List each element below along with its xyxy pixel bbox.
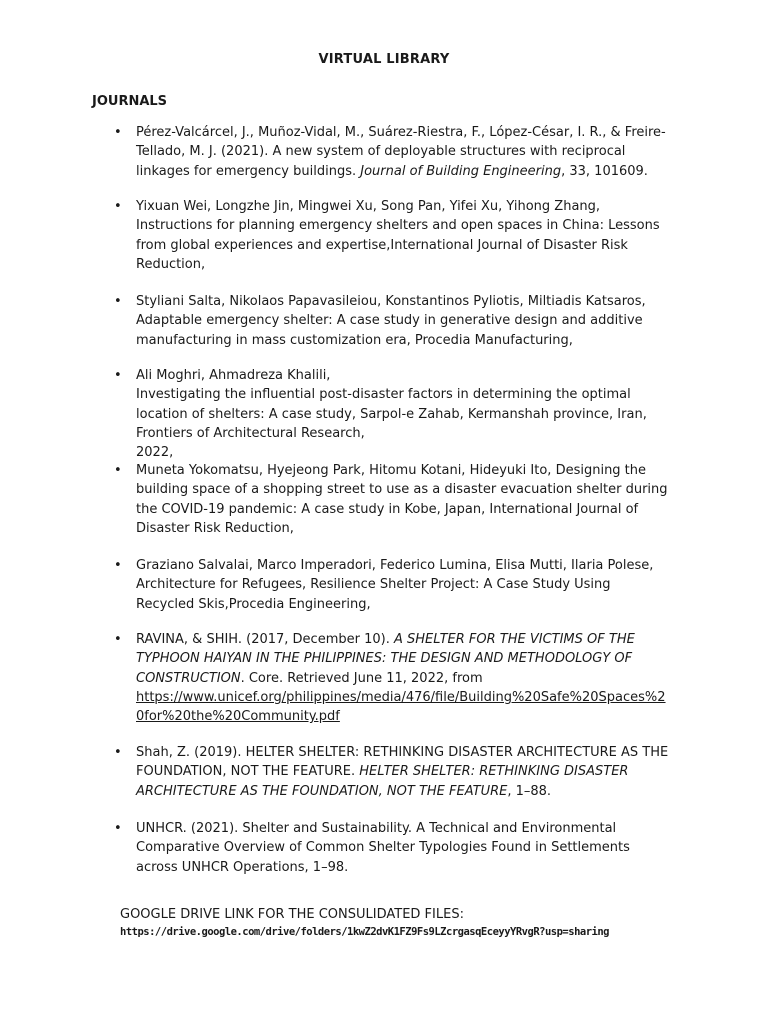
reference-line: Architecture for Refugees, Resilience Shelter Project: A Case Study Using	[136, 577, 611, 593]
reference-line: Yixuan Wei, Longzhe Jin, Mingwei Xu, Song Pan, Yifei Xu, Yihong Zhang,	[136, 199, 601, 214]
reference-title: CONSTRUCTION	[136, 670, 241, 686]
reference-text: linkages for emergency buildings.	[136, 163, 357, 179]
reference-item	[114, 123, 686, 181]
reference-line: Disaster Risk Reduction,	[136, 520, 294, 536]
bullet-icon: •	[114, 199, 122, 214]
reference-item	[114, 461, 686, 538]
reference-text: RAVINA, & SHIH. (2017, December 10).	[136, 632, 394, 647]
reference-line	[136, 669, 686, 688]
reference-line: building space of a shopping street to use as a disaster evacuation shelter during	[136, 482, 668, 498]
bullet-icon: •	[114, 821, 122, 836]
reference-line: Adaptable emergency shelter: A case study in generative design and additive	[136, 313, 643, 329]
reference-line	[136, 630, 686, 649]
reference-title: A SHELTER FOR THE VICTIMS OF THE	[393, 632, 635, 647]
reference-link[interactable]: 0for%20the%20Community.pdf	[136, 709, 340, 725]
reference-line	[136, 782, 686, 801]
reference-line: Pérez-Valcárcel, J., Muñoz-Vidal, M., Suárez-Riestra, F., López-César, I. R., & Freire-	[136, 125, 666, 140]
reference-title: TYPHOON HAIYAN IN THE PHILIPPINES: THE DESIGN AND METHODOLOGY OF	[136, 651, 633, 667]
reference-line: 2022,	[136, 445, 174, 461]
reference-line: Graziano Salvalai, Marco Imperadori, Federico Lumina, Elisa Mutti, Ilaria Polese,	[136, 558, 654, 573]
reference-line: the COVID-19 pandemic: A case study in Kobe, Japan, International Journal of	[136, 501, 639, 517]
reference-item	[114, 556, 686, 614]
reference-line: Frontiers of Architectural Research,	[136, 425, 365, 441]
reference-line: Shah, Z. (2019). HELTER SHELTER: RETHINKING DISASTER ARCHITECTURE AS THE	[136, 745, 669, 760]
reference-item	[114, 366, 686, 462]
reference-item	[114, 197, 686, 274]
reference-line: Instructions for planning emergency shelters and open spaces in China: Lessons	[136, 218, 660, 234]
reference-line: Reduction,	[136, 256, 206, 272]
bullet-icon: •	[114, 368, 122, 383]
page-title: VIRTUAL LIBRARY	[318, 52, 450, 67]
bullet-icon: •	[114, 125, 122, 140]
journal-name: Journal of Building Engineering	[360, 163, 562, 179]
reference-line	[136, 162, 686, 181]
bullet-icon: •	[114, 294, 122, 309]
reference-line: Comparative Overview of Common Shelter Typologies Found in Settlements	[136, 840, 630, 856]
reference-title: HELTER SHELTER: RETHINKING DISASTER	[359, 764, 629, 780]
reference-line: Investigating the influential post-disaster factors in determining the optimal	[136, 387, 631, 403]
bullet-icon: •	[114, 745, 122, 760]
reference-tail: , 1–88.	[507, 783, 552, 799]
drive-link-label: GOOGLE DRIVE LINK FOR THE CONSULIDATED FILES:	[120, 907, 464, 922]
reference-item	[114, 819, 686, 877]
reference-line: across UNHCR Operations, 1–98.	[136, 859, 349, 875]
reference-line: Muneta Yokomatsu, Hyejeong Park, Hitomu Kotani, Hideyuki Ito, Designing the	[136, 463, 647, 478]
reference-link[interactable]: https://www.unicef.org/philippines/media/476/file/Building%20Safe%20Spaces%2	[136, 689, 666, 705]
reference-line: Tellado, M. J. (2021). A new system of deployable structures with reciprocal	[136, 144, 626, 160]
bullet-icon: •	[114, 463, 122, 478]
reference-text: FOUNDATION, NOT THE FEATURE.	[136, 764, 360, 780]
reference-line: Styliani Salta, Nikolaos Papavasileiou, Konstantinos Pyliotis, Miltiadis Katsaros,	[136, 294, 646, 309]
reference-line: from global experiences and expertise,International Journal of Disaster Risk	[136, 237, 628, 253]
bullet-icon: •	[114, 632, 122, 647]
section-title-journals: JOURNALS	[92, 94, 168, 109]
drive-link-url[interactable]: https://drive.google.com/drive/folders/1kwZ2dvK1FZ9Fs9LZcrgasqEceyyYRvgR?usp=sharing	[120, 926, 610, 938]
reference-item	[114, 630, 686, 726]
reference-line: Ali Moghri, Ahmadreza Khalili,	[136, 368, 331, 383]
reference-line: manufacturing in mass customization era, Procedia Manufacturing,	[136, 332, 573, 348]
reference-line: UNHCR. (2021). Shelter and Sustainability. A Technical and Environmental	[136, 821, 617, 836]
reference-line: Recycled Skis,Procedia Engineering,	[136, 596, 371, 612]
reference-line	[136, 762, 686, 781]
reference-item	[114, 743, 686, 801]
reference-title: ARCHITECTURE AS THE FOUNDATION, NOT THE FEATURE	[136, 783, 508, 799]
reference-line: location of shelters: A case study, Sarpol-e Zahab, Kermanshah province, Iran,	[136, 406, 647, 422]
reference-item	[114, 292, 686, 350]
bullet-icon: •	[114, 558, 122, 573]
reference-text: . Core. Retrieved June 11, 2022, from	[240, 670, 483, 686]
reference-tail: , 33, 101609.	[561, 163, 648, 179]
